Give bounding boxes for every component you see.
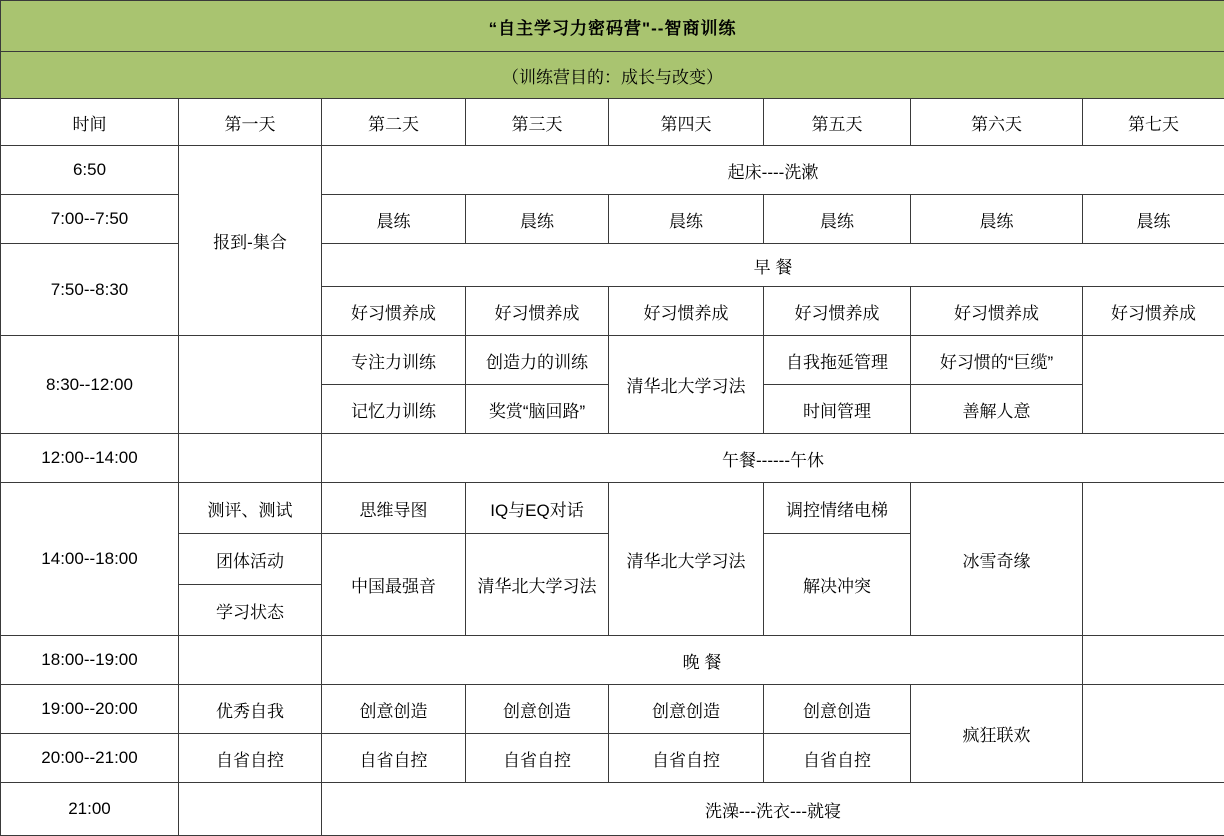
cell-day6: 好习惯的“巨缆” bbox=[911, 336, 1083, 385]
cell-day1 bbox=[179, 783, 322, 836]
cell-day5: 调控情绪电梯 bbox=[764, 483, 911, 534]
page-title: “自主学习力密码营"--智商训练 bbox=[1, 1, 1224, 52]
time-label: 14:00--18:00 bbox=[1, 483, 179, 636]
cell-day7 bbox=[1083, 336, 1224, 434]
cell-day3: 创意创造 bbox=[466, 685, 609, 734]
cell-day4: 清华北大学习法 bbox=[609, 336, 764, 434]
column-header-day3: 第三天 bbox=[466, 99, 609, 146]
cell-day1 bbox=[179, 434, 322, 483]
cell-day6: 好习惯养成 bbox=[911, 287, 1083, 336]
column-header-day4: 第四天 bbox=[609, 99, 764, 146]
cell-day2: 中国最强音 bbox=[322, 534, 466, 636]
cell-day4: 清华北大学习法 bbox=[609, 483, 764, 636]
column-header-day6: 第六天 bbox=[911, 99, 1083, 146]
column-header-day2: 第二天 bbox=[322, 99, 466, 146]
cell-day3: 奖赏“脑回路” bbox=[466, 385, 609, 434]
cell-day7 bbox=[1083, 636, 1224, 685]
cell-bedtime-all-days: 洗澡---洗衣---就寝 bbox=[322, 783, 1224, 836]
cell-day2: 思维导图 bbox=[322, 483, 466, 534]
time-label: 18:00--19:00 bbox=[1, 636, 179, 685]
table-row bbox=[1, 336, 1224, 385]
time-label: 7:00--7:50 bbox=[1, 195, 179, 244]
column-header-time: 时间 bbox=[1, 99, 179, 146]
cell-day5: 好习惯养成 bbox=[764, 287, 911, 336]
time-label: 7:50--8:30 bbox=[1, 244, 179, 336]
cell-day3: 自省自控 bbox=[466, 734, 609, 783]
cell-day2: 好习惯养成 bbox=[322, 287, 466, 336]
cell-day7: 晨练 bbox=[1083, 195, 1224, 244]
cell-day4: 创意创造 bbox=[609, 685, 764, 734]
cell-day5: 解决冲突 bbox=[764, 534, 911, 636]
column-header-day5: 第五天 bbox=[764, 99, 911, 146]
table-row bbox=[1, 685, 1224, 734]
table-row bbox=[1, 483, 1224, 534]
cell-lunch-all-days: 午餐------午休 bbox=[322, 434, 1224, 483]
cell-day7 bbox=[1083, 483, 1224, 636]
column-header-day1: 第一天 bbox=[179, 99, 322, 146]
cell-breakfast-all-days: 早 餐 bbox=[322, 244, 1224, 287]
time-label: 8:30--12:00 bbox=[1, 336, 179, 434]
time-label: 21:00 bbox=[1, 783, 179, 836]
table-header-row bbox=[1, 99, 1224, 146]
cell-day6: 冰雪奇缘 bbox=[911, 483, 1083, 636]
cell-day5: 时间管理 bbox=[764, 385, 911, 434]
subtitle-row bbox=[1, 52, 1224, 99]
cell-day1: 团体活动 bbox=[179, 534, 322, 585]
cell-day2: 记忆力训练 bbox=[322, 385, 466, 434]
cell-day1 bbox=[179, 336, 322, 434]
page-subtitle: （训练营目的：成长与改变） bbox=[1, 52, 1224, 99]
table-row bbox=[1, 636, 1224, 685]
table-row bbox=[1, 146, 1224, 195]
cell-day6: 善解人意 bbox=[911, 385, 1083, 434]
cell-day3: 好习惯养成 bbox=[466, 287, 609, 336]
cell-day4: 自省自控 bbox=[609, 734, 764, 783]
cell-day6: 疯狂联欢 bbox=[911, 685, 1083, 783]
cell-day2: 专注力训练 bbox=[322, 336, 466, 385]
cell-day5: 自我拖延管理 bbox=[764, 336, 911, 385]
title-row bbox=[1, 1, 1224, 52]
cell-day2: 晨练 bbox=[322, 195, 466, 244]
cell-day5: 创意创造 bbox=[764, 685, 911, 734]
cell-day2: 自省自控 bbox=[322, 734, 466, 783]
cell-day3: 清华北大学习法 bbox=[466, 534, 609, 636]
cell-day1: 优秀自我 bbox=[179, 685, 322, 734]
cell-dinner-all-days: 晚 餐 bbox=[322, 636, 1083, 685]
table-row bbox=[1, 783, 1224, 836]
cell-day1: 测评、测试 bbox=[179, 483, 322, 534]
cell-day7: 好习惯养成 bbox=[1083, 287, 1224, 336]
time-label: 12:00--14:00 bbox=[1, 434, 179, 483]
cell-day2: 创意创造 bbox=[322, 685, 466, 734]
cell-day3: 晨练 bbox=[466, 195, 609, 244]
cell-day3: IQ与EQ对话 bbox=[466, 483, 609, 534]
cell-day6: 晨练 bbox=[911, 195, 1083, 244]
cell-day1: 学习状态 bbox=[179, 585, 322, 636]
cell-day4: 晨练 bbox=[609, 195, 764, 244]
column-header-day7: 第七天 bbox=[1083, 99, 1224, 146]
time-label: 19:00--20:00 bbox=[1, 685, 179, 734]
cell-day1: 自省自控 bbox=[179, 734, 322, 783]
cell-day4: 好习惯养成 bbox=[609, 287, 764, 336]
cell-day3: 创造力的训练 bbox=[466, 336, 609, 385]
cell-day1 bbox=[179, 636, 322, 685]
time-label: 20:00--21:00 bbox=[1, 734, 179, 783]
cell-day7 bbox=[1083, 685, 1224, 783]
cell-day1-checkin: 报到-集合 bbox=[179, 146, 322, 336]
time-label: 6:50 bbox=[1, 146, 179, 195]
table-row bbox=[1, 434, 1224, 483]
cell-day5: 晨练 bbox=[764, 195, 911, 244]
cell-day5: 自省自控 bbox=[764, 734, 911, 783]
cell-wakeup-all-days: 起床----洗漱 bbox=[322, 146, 1224, 195]
